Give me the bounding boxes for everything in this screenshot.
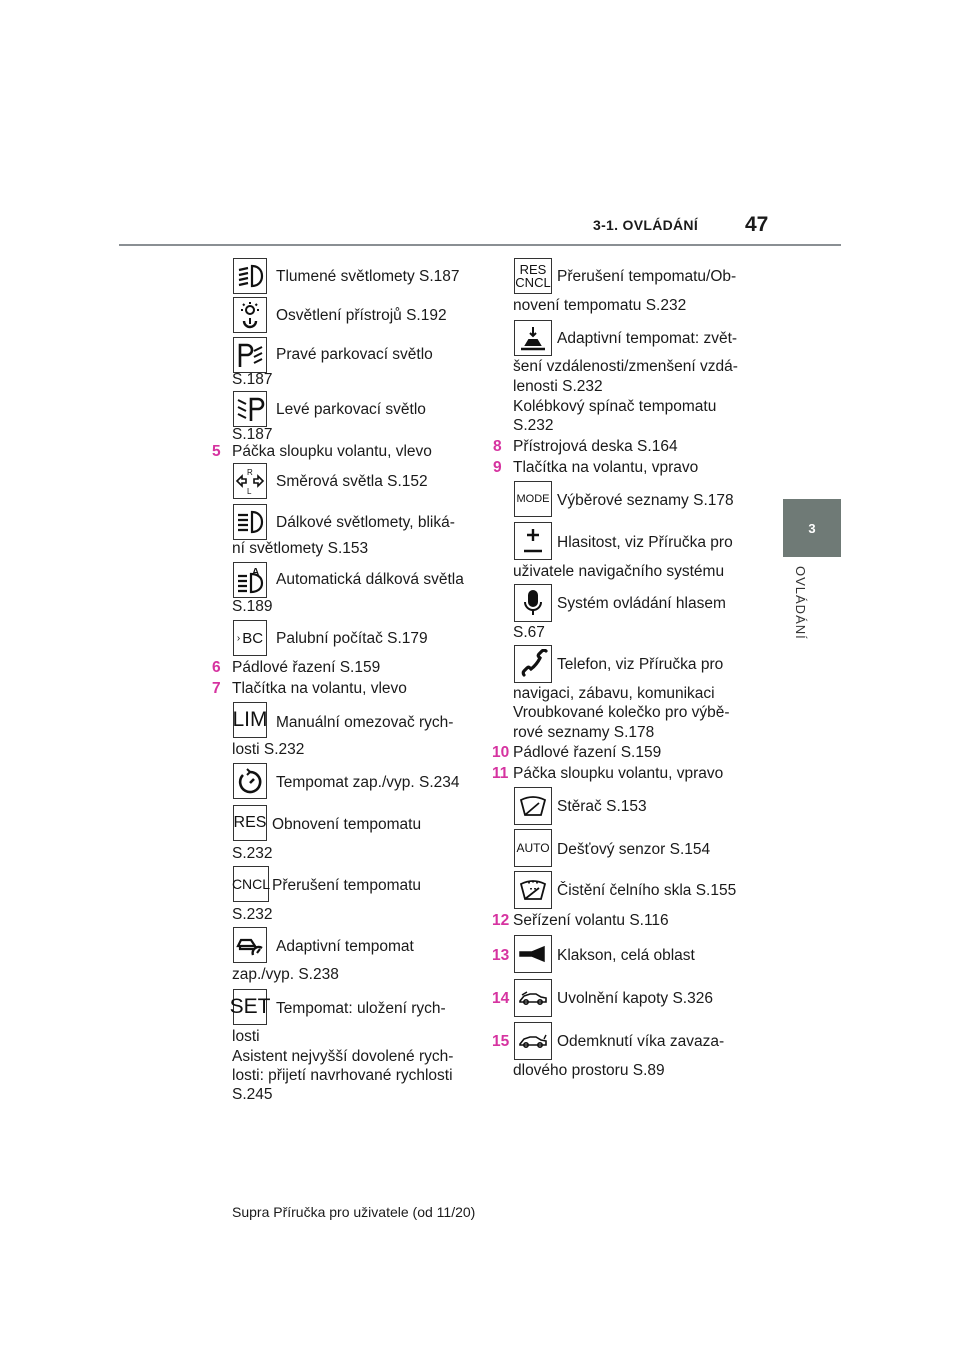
chapter-tab [783,499,841,557]
item-number-15: 15 [492,1033,510,1050]
rain-sensor-text: Dešťový senzor S.154 [557,841,711,858]
instrument-light-text: Osvětlení přístrojů S.192 [276,307,447,324]
board-computer-text: Palubní počítač S.179 [276,630,428,647]
phone-icon [514,645,552,683]
set-speed-icon [229,989,271,1025]
cruise-onoff-text: Tempomat zap./vyp. S.234 [276,774,460,791]
item-number-5: 5 [212,443,221,460]
turn-signal-text: Směrová světla S.152 [276,473,428,490]
chapter-number: 3 [808,520,816,536]
low-beam-icon [233,258,267,294]
paddle-left-text: Pádlové řazení S.159 [232,659,381,676]
svg-text:A: A [252,567,260,578]
trunk-text-1: Odemknutí víka zavaza- [557,1033,725,1050]
horn-text: Klakson, celá oblast [557,947,695,964]
item-number-7: 7 [212,680,221,697]
assist-text-1: Asistent nejvyšší dovolené rych- [232,1048,454,1065]
hood-icon [514,979,552,1017]
phone-text-2: navigaci, zábavu, komunikaci [513,685,715,702]
distance-icon [514,320,552,356]
page-number: 47 [745,213,769,236]
res-cncl-icon-bottom: CNCL [515,275,551,290]
cancel-icon [233,866,269,902]
stalk-right-text: Páčka sloupku volantu, vpravo [513,765,724,782]
board-computer-icon: › BC [233,620,267,656]
left-parking-light-text-2: S.187 [232,426,273,443]
item-number-8: 8 [493,438,502,455]
assist-text-3: S.245 [232,1086,273,1103]
limiter-text-1: Manuální omezovač rych- [276,714,454,731]
wiper-icon [514,787,552,825]
res-cncl-text-2: novení tempomatu S.232 [513,297,687,314]
chapter-label: OVLÁDÁNÍ [793,566,808,640]
hood-text: Uvolnění kapoty S.326 [557,990,713,1007]
rocker-text-2: S.232 [513,417,554,434]
set-speed-icon-text: SET [229,995,271,1018]
knurl-text-1: Vroubkované kolečko pro výbě- [513,704,730,721]
cancel-icon-text: CNCL [231,876,271,892]
set-speed-text-2: losti [232,1028,260,1045]
knurl-text-2: rové seznamy S.178 [513,724,655,741]
wheel-right-text: Tlačítka na volantu, vpravo [513,459,699,476]
volume-text-1: Hlasitost, viz Příručka pro [557,534,733,551]
item-number-6: 6 [212,659,221,676]
instrument-light-icon [233,297,267,333]
right-parking-light-text-1: Pravé parkovací světlo [276,346,433,363]
wheel-left-text: Tlačítka na volantu, vlevo [232,680,407,697]
turn-signal-icon [233,463,267,499]
cruise-onoff-icon [233,763,267,799]
footer-text: Supra Příručka pro uživatele (od 11/20) [232,1204,476,1220]
limiter-text-2: losti S.232 [232,741,305,758]
auto-high-beam-text-2: S.189 [232,598,273,615]
cancel-text-1: Přerušení tempomatu [272,877,422,894]
adaptive-cruise-text-2: zap./vyp. S.238 [232,966,339,983]
cancel-text-2: S.232 [232,906,273,923]
speed-limiter-icon-text: LIM [232,708,268,731]
paddle-right-text: Pádlové řazení S.159 [513,744,662,761]
auto-rain-icon [514,829,552,867]
washer-icon [514,871,552,909]
high-beam-text-1: Dálkové světlomety, bliká- [276,514,455,531]
res-cncl-icon [514,258,552,294]
trunk-icon [514,1022,552,1060]
board-computer-icon-text: BC [242,629,264,647]
horn-icon [514,935,552,973]
low-beam-text: Tlumené světlomety S.187 [276,268,460,285]
trunk-text-2: dlového prostoru S.89 [513,1062,665,1079]
item-number-10: 10 [492,744,510,761]
header-divider [119,244,841,246]
rocker-text-1: Kolébkový spínač tempomatu [513,398,717,415]
turn-signal-r: R [247,468,253,477]
dashboard-text: Přístrojová deska S.164 [513,438,678,455]
assist-text-2: losti: přijetí navrhované rychlosti [232,1067,453,1084]
mode-text: Výběrové seznamy S.178 [557,492,734,509]
resume-icon [233,805,267,841]
right-parking-light-text-2: S.187 [232,371,273,388]
adaptive-cruise-text-1: Adaptivní tempomat [276,938,414,955]
washer-text: Čistění čelního skla S.155 [557,882,737,899]
auto-high-beam-icon [233,562,267,598]
volume-text-2: uživatele navigačního systému [513,563,725,580]
distance-text-3: lenosti S.232 [513,378,603,395]
mode-icon-text: MODE [516,493,550,505]
stalk-left-text: Páčka sloupku volantu, vlevo [232,443,432,460]
item-number-12: 12 [492,912,510,929]
voice-text-1: Systém ovládání hlasem [557,595,726,612]
right-parking-light-icon [233,337,267,373]
microphone-icon [514,584,552,622]
turn-signal-l: L [247,487,252,496]
distance-text-1: Adaptivní tempomat: zvět- [557,330,738,347]
section-title: 3-1. OVLÁDÁNÍ [593,217,699,233]
phone-text-1: Telefon, viz Příručka pro [557,656,724,673]
high-beam-text-2: ní světlomety S.153 [232,540,369,557]
item-number-13: 13 [492,947,510,964]
volume-icon [514,522,552,560]
high-beam-icon [233,504,267,540]
adjust-text: Seřízení volantu S.116 [513,912,669,929]
distance-text-2: šení vzdálenosti/zmenšení vzdá- [513,358,738,375]
wiper-text: Stěrač S.153 [557,798,647,815]
left-parking-light-text-1: Levé parkovací světlo [276,401,426,418]
mode-icon [514,481,552,517]
auto-rain-icon-text: AUTO [516,841,550,855]
item-number-14: 14 [492,990,510,1007]
voice-text-2: S.67 [513,624,545,641]
resume-text-2: S.232 [232,845,273,862]
adaptive-cruise-icon [233,927,267,963]
speed-limiter-icon [233,702,267,738]
resume-icon-text: RES [233,814,267,831]
item-number-11: 11 [492,765,509,782]
item-number-9: 9 [493,459,502,476]
resume-text-1: Obnovení tempomatu [272,816,422,833]
res-cncl-icon-top: RES [519,262,547,277]
set-speed-text-1: Tempomat: uložení rych- [276,1000,446,1017]
auto-high-beam-text-1: Automatická dálková světla [276,571,464,588]
res-cncl-text-1: Přerušení tempomatu/Ob- [557,268,737,285]
left-parking-light-icon [233,391,267,427]
